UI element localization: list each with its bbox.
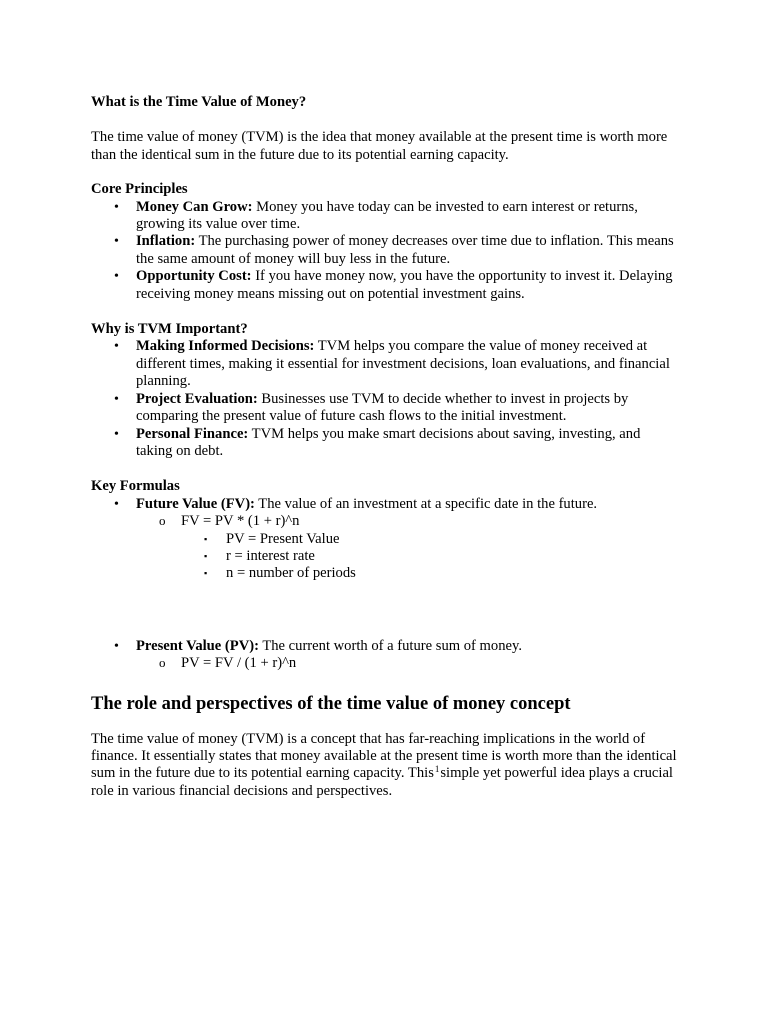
list-item	[91, 199, 677, 234]
list-item-label: Making Informed Decisions:	[136, 338, 315, 355]
bullet-icon: •	[114, 199, 119, 215]
circle-bullet-icon: o	[159, 655, 166, 671]
formula-line	[91, 655, 677, 672]
core-principles-list	[91, 199, 677, 303]
variable-definition: r = interest rate	[226, 547, 315, 564]
bullet-icon: •	[114, 391, 119, 407]
list-item	[91, 233, 677, 268]
footnote-marker[interactable]: 1	[434, 764, 440, 775]
section-heading-key-formulas: Key Formulas	[91, 478, 180, 495]
list-item-label: Personal Finance:	[136, 425, 249, 442]
formula-pv: PV = FV / (1 + r)^n	[181, 655, 297, 672]
section-heading-why-important: Why is TVM Important?	[91, 321, 248, 338]
list-item	[91, 496, 677, 583]
bullet-icon: •	[114, 269, 119, 285]
variable-line	[91, 548, 677, 565]
bullet-icon: •	[114, 426, 119, 442]
list-item-label: Future Value (FV):	[136, 495, 255, 512]
bullet-icon: •	[114, 496, 119, 512]
why-important-list	[91, 338, 677, 460]
section-heading-tvm: What is the Time Value of Money?	[91, 94, 307, 110]
square-bullet-icon: ▪	[204, 550, 208, 561]
list-item	[91, 426, 677, 461]
list-item-text: TVM helps you compare the value of money received at different times, making it essential for investment decisions, loan evaluations, and financial planning.	[136, 338, 670, 390]
list-item-label: Opportunity Cost:	[136, 268, 252, 285]
role-paragraph-part1: The time value of money (TVM) is a concept that has far-reaching implications in the world of finance. It essentially states that money available at the present time is worth more than the identical sum in the future due to its potential earning capacity. This	[91, 730, 677, 782]
list-item-text: Money you have today can be invested to earn interest or returns, growing its value over time.	[136, 198, 638, 233]
role-paragraph	[91, 731, 677, 801]
list-item-label: Project Evaluation:	[136, 390, 258, 407]
list-item	[91, 338, 677, 390]
list-item-label: Present Value (PV):	[136, 637, 259, 654]
section-heading-role: The role and perspectives of the time value of money concept	[91, 693, 571, 714]
list-item-text: The value of an investment at a specific date in the future.	[254, 495, 598, 512]
variable-line	[91, 531, 677, 548]
list-item-text: The current worth of a future sum of money.	[258, 637, 522, 654]
square-bullet-icon: ▪	[204, 533, 208, 544]
bullet-icon: •	[114, 638, 119, 654]
list-item-text: The purchasing power of money decreases over time due to inflation. This means the same amount of money will buy less in the future.	[136, 233, 674, 267]
bullet-icon: •	[114, 339, 119, 355]
role-paragraph-part2: simple yet powerful idea plays a crucial role in various financial decisions and perspectives.	[91, 765, 673, 799]
variable-definition: n = number of periods	[226, 565, 356, 582]
list-item-text: Businesses use TVM to decide whether to invest in projects by comparing the present value of future cash flows to the initial investment.	[136, 390, 629, 425]
present-value-list	[91, 638, 677, 673]
intro-paragraph: The time value of money (TVM) is the idea that money available at the present time is worth more than the identical sum in the future due to its potential earning capacity.	[91, 129, 668, 163]
section-heading-core-principles: Core Principles	[91, 181, 188, 198]
formula-fv: FV = PV * (1 + r)^n	[181, 513, 300, 530]
list-item-text: TVM helps you make smart decisions about saving, investing, and taking on debt.	[136, 425, 641, 459]
list-item	[91, 638, 677, 673]
list-item-label: Money Can Grow:	[136, 198, 253, 215]
list-item-text: If you have money now, you have the opportunity to invest it. Delaying receiving money means missing out on potential investment gains.	[136, 268, 673, 302]
variable-definition: PV = Present Value	[226, 530, 340, 547]
future-value-list	[91, 496, 677, 583]
list-item	[91, 268, 677, 303]
square-bullet-icon: ▪	[204, 568, 208, 579]
variable-line	[91, 565, 677, 582]
circle-bullet-icon: o	[159, 513, 166, 529]
bullet-icon: •	[114, 234, 119, 250]
document-content	[91, 94, 677, 800]
list-item-label: Inflation:	[136, 233, 196, 250]
list-item	[91, 391, 677, 426]
formula-line	[91, 513, 677, 530]
